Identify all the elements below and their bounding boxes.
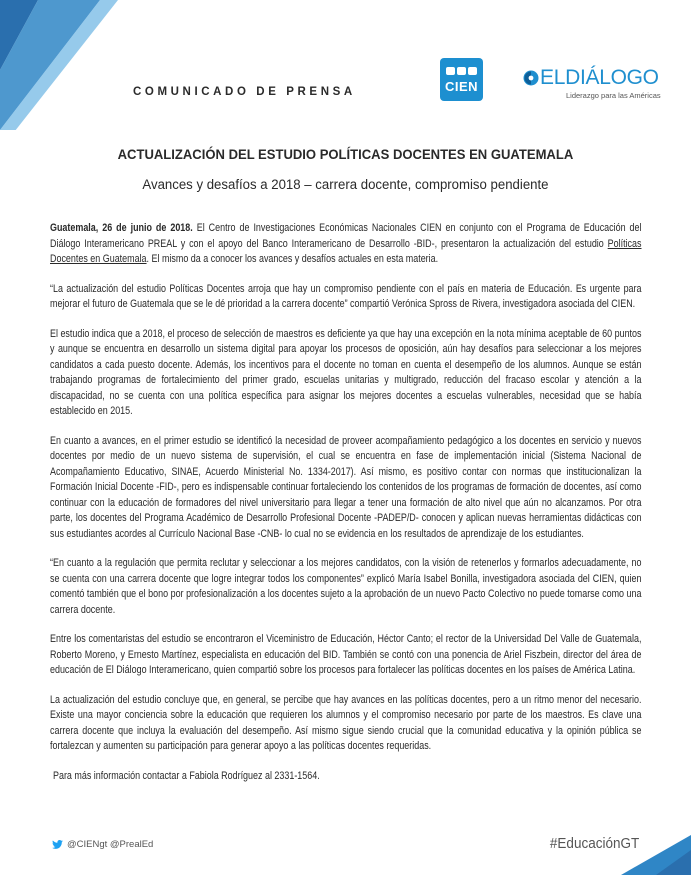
corner-decoration-top-left <box>0 0 130 130</box>
dialogo-logo-name <box>540 66 659 90</box>
contact-info: Para más información contactar a Fabiola Rodríguez al 2331-1564. <box>53 769 320 782</box>
document-subtitle: Avances y desafíos a 2018 – carrera docente, compromiso pendiente <box>142 177 549 193</box>
dialogo-logo-mark-icon <box>523 70 539 86</box>
cien-logo-mark-icon <box>446 66 477 76</box>
document-title: ACTUALIZACIÓN DEL ESTUDIO POLÍTICAS DOCENTES EN GUATEMALA <box>117 147 574 163</box>
social-handles[interactable]: @CIENgt @PrealEd <box>67 839 154 850</box>
paragraph-selection: El estudio indica que a 2018, el proceso de selección de maestros es deficiente ya que hay una excepción en la nota mínima aceptable de 60 puntos y aunque se encuentra en desarrollo un sistema digital para apoyar los procesos de oposición, aún hay desafíos para seleccionar a los mejores candidatos a cada puesto docente. Además, los incentivos para el docente no toman en cuenta el desempeño de los alumnos. Aunque se están trabajando programas de fortalecimiento del primer grado, escuelas unitarias y multigrado, reducción del fracaso escolar y atención a la discapacidad, no se cuenta con una política específica para asignar los mejores docentes a escuelas vulnerables, necesidad que se había establecido en 2015. <box>50 327 642 417</box>
press-release-body <box>50 221 691 798</box>
cien-logo-text: CIEN <box>444 79 479 94</box>
hashtag: #EducaciónGT <box>549 835 639 852</box>
paragraph-conclusion: La actualización del estudio concluye que, en general, se percibe que hay avances en las políticas docentes, pero a un ritmo menor del necesario. Existe una mayor conciencia sobre la educación que requieren los alumnos y el compromiso necesario por parte de los maestros. Es clave una carrera docente que incluya la evaluación del desempeño. Así mismo sigue siendo crucial que la comunidad educativa y la opinión pública se fortalezcan y aumenten su participación para generar apoyo a las políticas docentes requeridas. <box>50 693 642 752</box>
paragraph-intro-text: El Centro de Investigaciones Económicas Nacionales CIEN en conjunto con el Programa de Educación del Diálogo Interamericano PREAL y con el apoyo del Banco Interamericano de Desarrollo -BID-, presentaron la actualización del estudio <box>50 222 642 250</box>
dateline: Guatemala, 26 de junio de 2018. <box>50 222 193 234</box>
study-link[interactable]: Políticas Docentes en Guatemala <box>50 237 642 265</box>
footer-social <box>52 839 153 850</box>
dialogo-logo-word: DIÁLOGO <box>565 66 659 89</box>
press-release-label: COMUNICADO DE PRENSA <box>133 86 356 98</box>
el-dialogo-logo <box>523 66 661 106</box>
twitter-icon <box>52 840 63 849</box>
dialogo-logo-prefix: EL <box>540 66 566 89</box>
paragraph-quote-bonilla: “En cuanto a la regulación que permita reclutar y seleccionar a los mejores candidatos, con la visión de retenerlos y formarlos adecuadamente, no se cuenta con una carrera docente que logre integrar todos los componentes” explicó María Isabel Bonilla, investigadora asociada del CIEN, quien comentó también que el bono por profesionalización a los docentes sujeto a la aprobación de un nuevo Pacto Colectivo no puede tomarse como una carrera docente. <box>50 557 642 616</box>
cien-logo <box>440 58 483 101</box>
paragraph-advances: En cuanto a avances, en el primer estudio se identificó la necesidad de proveer acompañamiento pedagógico a los docentes en servicio y nuevos docentes por medio de un nuevo sistema de supervisión, el cual se encuentra en fase de implementación inicial (Sistema Nacional de Acompañamiento Educativo, SINAE, Acuerdo Ministerial No. 1334-2017). Así mismo, es positivo contar con normas que institucionalizan la Formación Inicial Docente -FID-, pero es indispensable continuar fortaleciendo los contenidos de los programas de formación de docentes, así como continuar con la educación de formadores del nivel universitario para llegar a tener una formación de alto nivel que aún no alcanzamos. Por otra parte, los docentes del Programa Académico de Desarrollo Profesional Docente -PADEP/D- conocen y aplican nuevas herramientas didácticas con sus estudiantes acordes al Currículo Nacional Base -CNB- lo cual no se evidencia en los resultados de aprendizaje de los estudiantes. <box>50 434 642 540</box>
dialogo-logo-tagline: Liderazgo para las Américas <box>566 91 661 100</box>
paragraph-commentators: Entre los comentaristas del estudio se encontraron el Viceministro de Educación, Héctor Canto; el rector de la Universidad Del Valle de Guatemala, Roberto Moreno, y Ernesto Martínez, especialista en educación del BID. También se contó con una ponencia de Ariel Fiszbein, director del área de educación de El Diálogo Interamericano, quien compartió sobre los procesos para fortalecer las políticas docentes en los países de América Latina. <box>50 633 642 676</box>
paragraph-intro-end: . El mismo da a conocer los avances y desafíos actuales en esta materia. <box>146 253 439 265</box>
paragraph-quote-spross: “La actualización del estudio Políticas Docentes arroja que hay un compromiso pendiente con el país en materia de Educación. Es urgente para mejorar el futuro de Guatemala que se le dé prioridad a la carrera docente” compartió Verónica Spross de Rivera, investigadora asociada del CIEN. <box>50 282 642 310</box>
paragraph-intro <box>50 221 642 268</box>
